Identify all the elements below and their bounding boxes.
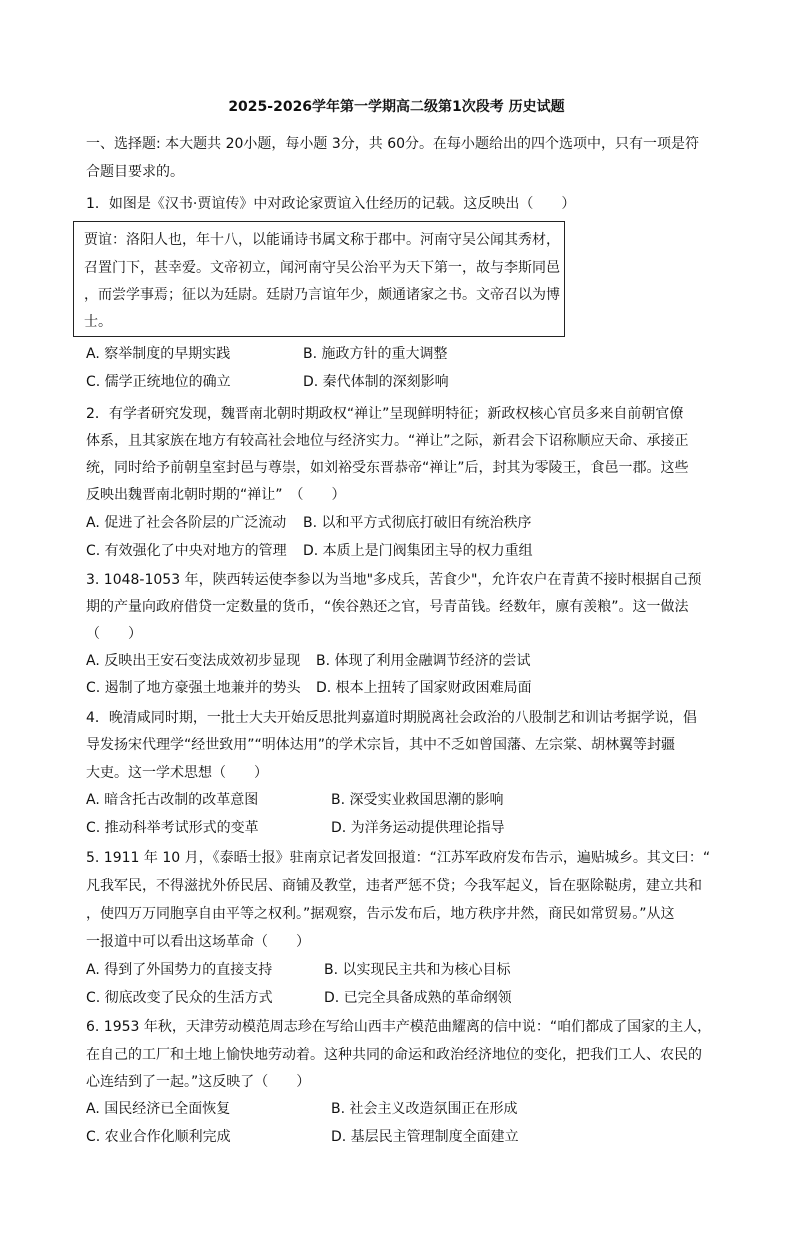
- q1-option-c[interactable]: C. 儒学正统地位的确立: [86, 374, 231, 390]
- q1-source-line: 贾谊：洛阳人也，年十八，以能诵诗书属文称于郡中。河南守吴公闻其秀材，: [84, 232, 560, 248]
- q3-option-c[interactable]: C. 遏制了地方豪强土地兼并的势头: [86, 680, 301, 696]
- q6-option-a[interactable]: A. 国民经济已全面恢复: [86, 1101, 231, 1117]
- q3-option-b[interactable]: B. 体现了利用金融调节经济的尝试: [316, 653, 531, 669]
- section-instruction-line1: 一、选择题: 本大题共 20小题，每小题 3分，共 60分。在每小题给出的四个选项中，只有一项是符: [86, 136, 700, 152]
- q6-option-c[interactable]: C. 农业合作化顺利完成: [86, 1129, 231, 1145]
- q2-stem-line: 统，同时给予前朝皇室封邑与尊崇，如刘裕受东晋恭帝“禅让”后，封其为零陵王，食邑一郡。这些: [86, 460, 689, 476]
- q2-option-c[interactable]: C. 有效强化了中央对地方的管理: [86, 543, 287, 559]
- q6-option-d[interactable]: D. 基层民主管理制度全面建立: [331, 1129, 519, 1145]
- q1-option-b[interactable]: B. 施政方针的重大调整: [303, 346, 448, 362]
- q1-source-line: 士。: [84, 314, 112, 330]
- q3-stem-line: （ ）: [86, 626, 142, 642]
- q4-stem-line: 大吏。这一学术思想（ ）: [86, 765, 268, 781]
- q4-option-c[interactable]: C. 推动科举考试形式的变革: [86, 820, 259, 836]
- q6-stem-line: 6. 1953 年秋，天津劳动模范周志珍在写给山西丰产模范曲耀离的信中说：“咱们都成了国家的主人，: [86, 1019, 712, 1035]
- q5-option-a[interactable]: A. 得到了外国势力的直接支持: [86, 962, 273, 978]
- q5-option-c[interactable]: C. 彻底改变了民众的生活方式: [86, 990, 273, 1006]
- q2-stem-line: 2．有学者研究发现，魏晋南北朝时期政权“禅让”呈现鲜明特征；新政权核心官员多来自前朝官僚: [86, 406, 684, 422]
- q2-option-a[interactable]: A. 促进了社会各阶层的广泛流动: [86, 515, 287, 531]
- q5-option-b[interactable]: B. 以实现民主共和为核心目标: [324, 962, 511, 978]
- q5-stem-line: 一报道中可以看出这场革命（ ）: [86, 934, 310, 950]
- q5-stem-line: ，使四万万同胞享自由平等之权利。”据观察，告示发布后，地方秩序井然，商民如常贸易。”从这: [86, 906, 675, 922]
- q2-option-b[interactable]: B. 以和平方式彻底打破旧有统治秩序: [303, 515, 532, 531]
- q5-stem-line: 凡我军民，不得滋扰外侨民居、商铺及教堂，违者严惩不贷；今我军起义，旨在驱除鞑虏，建立共和: [86, 878, 702, 894]
- q4-option-b[interactable]: B. 深受实业救国思潮的影响: [331, 792, 504, 808]
- q1-option-d[interactable]: D. 秦代体制的深刻影响: [303, 374, 449, 390]
- q4-stem-line: 导发扬宋代理学“经世致用”“明体达用”的学术宗旨，其中不乏如曾国藩、左宗棠、胡林翼等封疆: [86, 737, 676, 753]
- q6-stem-line: 心连结到了一起。”这反映了（ ）: [86, 1074, 311, 1090]
- q2-option-d[interactable]: D. 本质上是门阀集团主导的权力重组: [303, 543, 533, 559]
- q4-option-d[interactable]: D. 为洋务运动提供理论指导: [331, 820, 505, 836]
- q6-option-b[interactable]: B. 社会主义改造氛围正在形成: [331, 1101, 518, 1117]
- q1-source-line: ，而尝学事焉；征以为廷尉。廷尉乃言谊年少，颇通诸家之书。文帝召以为博: [84, 287, 560, 303]
- q6-stem-line: 在自己的工厂和土地上愉快地劳动着。这种共同的命运和政治经济地位的变化，把我们工人、农民的: [86, 1047, 702, 1063]
- q1-source-line: 召置门下，甚幸爱。文帝初立，闻河南守吴公治平为天下第一，故与李斯同邑: [84, 260, 560, 276]
- q5-stem-line: 5. 1911 年 10 月，《泰晤士报》驻南京记者发回报道：“江苏军政府发布告示，遍贴城乡。其文曰：“: [86, 850, 711, 866]
- q4-option-a[interactable]: A. 暗含托古改制的改革意图: [86, 792, 259, 808]
- q3-option-d[interactable]: D. 根本上扭转了国家财政困难局面: [316, 680, 532, 696]
- section-instruction-line2: 合题目要求的。: [86, 164, 184, 180]
- q2-stem-line: 反映出魏晋南北朝时期的“禅让” （ ）: [86, 487, 346, 503]
- q1-option-a[interactable]: A. 察举制度的早期实践: [86, 346, 231, 362]
- q5-option-d[interactable]: D. 已完全具备成熟的革命纲领: [324, 990, 512, 1006]
- q4-stem-line: 4．晚清咸同时期，一批士大夫开始反思批判嘉道时期脱离社会政治的八股制艺和训诂考据学说，倡: [86, 710, 697, 726]
- q3-option-a[interactable]: A. 反映出王安石变法成效初步显现: [86, 653, 301, 669]
- q3-stem-line: 3. 1048-1053 年，陕西转运使李参以为当地"多戍兵，苦食少"，允许农户在青黄不接时根据自己预: [86, 572, 702, 588]
- q3-stem-line: 期的产量向政府借贷一定数量的货币，“俟谷熟还之官，号青苗钱。经数年，廪有羡粮”。这一做法: [86, 599, 689, 615]
- q2-stem-line: 体系，且其家族在地方有较高社会地位与经济实力。“禅让”之际，新君会下诏称顺应天命、承接正: [86, 433, 689, 449]
- page-title: 2025-2026学年第一学期高二级第1次段考 历史试题: [228, 99, 565, 115]
- q1-stem: 1．如图是《汉书·贾谊传》中对政论家贾谊入仕经历的记载。这反映出（ ）: [86, 196, 576, 212]
